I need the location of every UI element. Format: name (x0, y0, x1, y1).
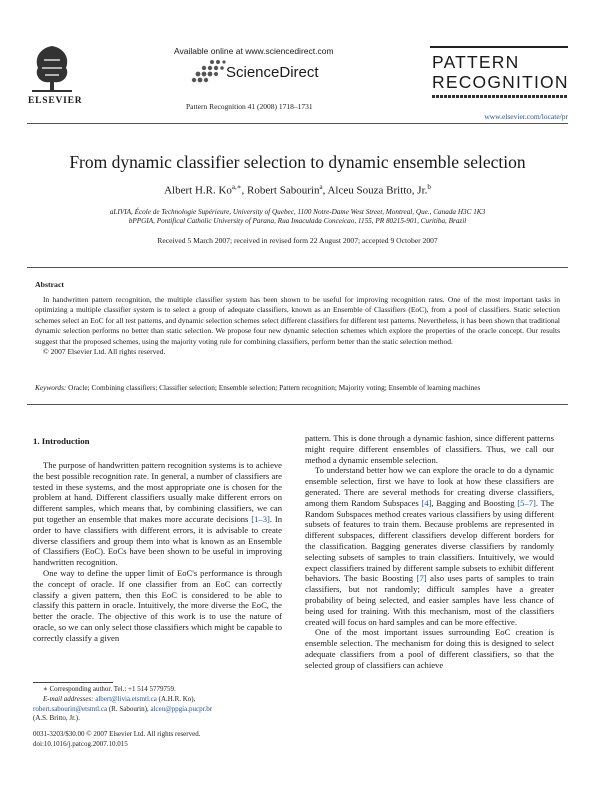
affiliation-b: bPPGIA, Pontifical Catholic University of Parana, Rua Imaculada Conceicao, 1155, PR 80215-901, Curitiba, Brazil (128, 217, 467, 225)
left-column (33, 460, 282, 644)
author-name[interactable]: Albert H.R. Ko (164, 184, 232, 197)
affiliation-a: aLIVIA, École de Technologie Supérieure, University of Quebec, 1100 Notre-Dame West Street, Montreal, Que., Canada H3C 1K3 (109, 208, 486, 216)
email-owner: (A.H.R. Ko), (156, 694, 196, 703)
sciencedirect-logo-text: ScienceDirect (226, 64, 319, 81)
author-separator: , (241, 184, 248, 197)
intro-p4-text-b: , Bagging and Boosting (431, 497, 518, 508)
abstract-body (35, 295, 560, 357)
intro-paragraph-3: pattern. This is done through a dynamic fashion, since different patterns might require different ensembles of classifiers. Thus, we call our method a dynamic ensemble selection. (305, 433, 554, 465)
abstract-heading: Abstract (35, 280, 65, 289)
corresponding-footnote (33, 685, 283, 724)
intro-p4-text-a: To understand better how we can explore the oracle to do a dynamic ensemble selection, first we have to look at how these classifiers are generated. There are several methods for creating diverse classifiers, among them Random Subspaces (305, 465, 554, 508)
email-line (33, 695, 283, 705)
journal-logo-top-rule (430, 46, 568, 48)
article-title: From dynamic classifier selection to dynamic ensemble selection (69, 152, 526, 172)
keywords (35, 383, 560, 393)
intro-paragraph-1 (33, 460, 282, 568)
section-heading-introduction: 1. Introduction (33, 436, 90, 446)
journal-url-link[interactable]: www.elsevier.com/locate/pr (484, 112, 568, 121)
publisher-name: ELSEVIER (28, 96, 83, 106)
abstract-paragraph: In handwritten pattern recognition, the multiple classifier system has been shown to be useful for improving recognition rates. One of the most important tasks in optimizing a multiple classifier system is to select a group of adequate classifiers, known as an Ensemble of Classifiers (EoC), from a pool of classifiers. Static selection schemes select an EoC for all test patterns, and dynamic selection schemes select different classifiers for different test patterns. Nevertheless, it has been shown that traditional dynamic selection performs no better than static selection. We propose four new dynamic selection schemes which explore the properties of the oracle concept. Our results suggest that the proposed schemes, using the majority voting rule for combining classifiers, perform better than the static selection method. (35, 295, 560, 346)
journal-reference: Pattern Recognition 41 (2008) 1718–1731 (186, 102, 313, 111)
author-name[interactable]: Alceu Souza Britto, Jr. (327, 184, 428, 197)
email-link[interactable]: robert.sabourin@etsmtl.ca (33, 704, 108, 713)
right-column (305, 433, 554, 671)
journal-logo-line2: RECOGNITION (432, 72, 569, 92)
journal-logo-subtitle-strip (432, 95, 568, 98)
abstract-copyright: © 2007 Elsevier Ltd. All rights reserved. (43, 347, 166, 357)
intro-paragraph-2: One way to define the upper limit of EoC's performance is through the concept of oracle. If one classifier from an EoC can correctly classify a given pattern, then this EoC is considered to be able to classify this pattern in oracle. Intuitively, the more diverse the EoC, the better the oracle. The objective of this work is to use the nature of oracle, so we can only select those classifiers which might be capable to correctly classify a given (33, 567, 282, 643)
keywords-label: Keywords: (35, 383, 67, 392)
author-marks: a (319, 183, 323, 191)
intro-paragraph-4 (305, 465, 554, 627)
intro-p1-text: The purpose of handwritten pattern recognition systems is to achieve the best possible recognition rate. In general, a number of classifiers are tested in these systems, and the most appropriate one is chosen for the problem at hand. Different classifiers usually make different errors on different samples, which means that, by combining classifiers, we can put together an ensemble that makes more accurate decisions (33, 460, 282, 524)
sciencedirect-dots-icon (190, 58, 228, 86)
citation-link[interactable]: [7] (416, 573, 427, 584)
author-marks: a,∗ (231, 183, 242, 191)
citation-link[interactable]: [1–3] (251, 513, 270, 524)
email-line (33, 705, 283, 715)
email-label: E-mail addresses: (43, 694, 94, 703)
author-list (0, 183, 595, 197)
author-name[interactable]: Robert Sabourin (247, 184, 320, 197)
email-owner: (R. Sabourin), (107, 704, 151, 713)
intro-paragraph-5: One of the most important issues surrounding EoC creation is ensemble selection. The mechanism for doing this is designed to select adequate classifiers from a pool of different classifiers, so that the selected group of classifiers can achieve (305, 627, 554, 670)
elsevier-tree-logo-icon (30, 40, 74, 94)
footnote-rule (33, 682, 113, 683)
author-marks: b (427, 183, 431, 191)
doi-line[interactable]: doi:10.1016/j.patcog.2007.10.015 (33, 739, 128, 748)
journal-logo-line1: PATTERN (432, 52, 520, 72)
abstract-top-rule (27, 267, 568, 268)
intro-p4-text-c: . The Random Subspaces method creates various classifiers by using different subsets of features to train them. Because problems are represented in different subspaces, different classifiers develop different borders for the classification. Bagging generates diverse classifiers by randomly selecting subsets of samples to train classifiers. Intuitively, we would expect classifiers trained by different sample subsets to exhibit different behaviors. The basic Boosting (305, 497, 554, 584)
availability-line[interactable]: Available online at www.sciencedirect.com (174, 46, 334, 56)
email-link[interactable]: alceu@ppgia.pucpr.br (150, 704, 213, 713)
author-separator: , (322, 184, 328, 197)
corresponding-author: ∗ Corresponding author. Tel.: +1 514 5779759. (43, 685, 176, 693)
email-link[interactable]: albert@livia.etsmtl.ca (95, 694, 157, 703)
abstract-bottom-rule (27, 404, 568, 405)
received-dates: Received 5 March 2007; received in revised form 22 August 2007; accepted 9 October 2007 (157, 236, 438, 245)
header-divider (27, 123, 568, 124)
keywords-list: Oracle; Combining classifiers; Classifier selection; Ensemble selection; Pattern recognition; Majority voting; Ensemble of learning machines (66, 383, 481, 392)
intro-p1-tail: . In order to have classifiers with different errors, it is advisable to create diverse classifiers and group them into what is known as an Ensemble of Classifiers (EoC). EoCs have been shown to be useful in improving handwritten recognition. (33, 513, 282, 568)
citation-link[interactable]: [4] (421, 497, 432, 508)
email-owner: (A.S. Britto, Jr.). (33, 714, 80, 723)
citation-link[interactable]: [5–7] (517, 497, 536, 508)
issn-block (33, 730, 200, 749)
intro-p4-text-d: also uses parts of samples to train classifiers, but not randomly; difficult samples have a greater probability of being selected, and easier samples have less chance of being used for training. With this mechanism, most of the classifiers created will focus on hard samples and can be more effective. (305, 573, 554, 627)
issn-line: 0031-3203/$30.00 © 2007 Elsevier Ltd. All rights reserved. (33, 730, 201, 738)
